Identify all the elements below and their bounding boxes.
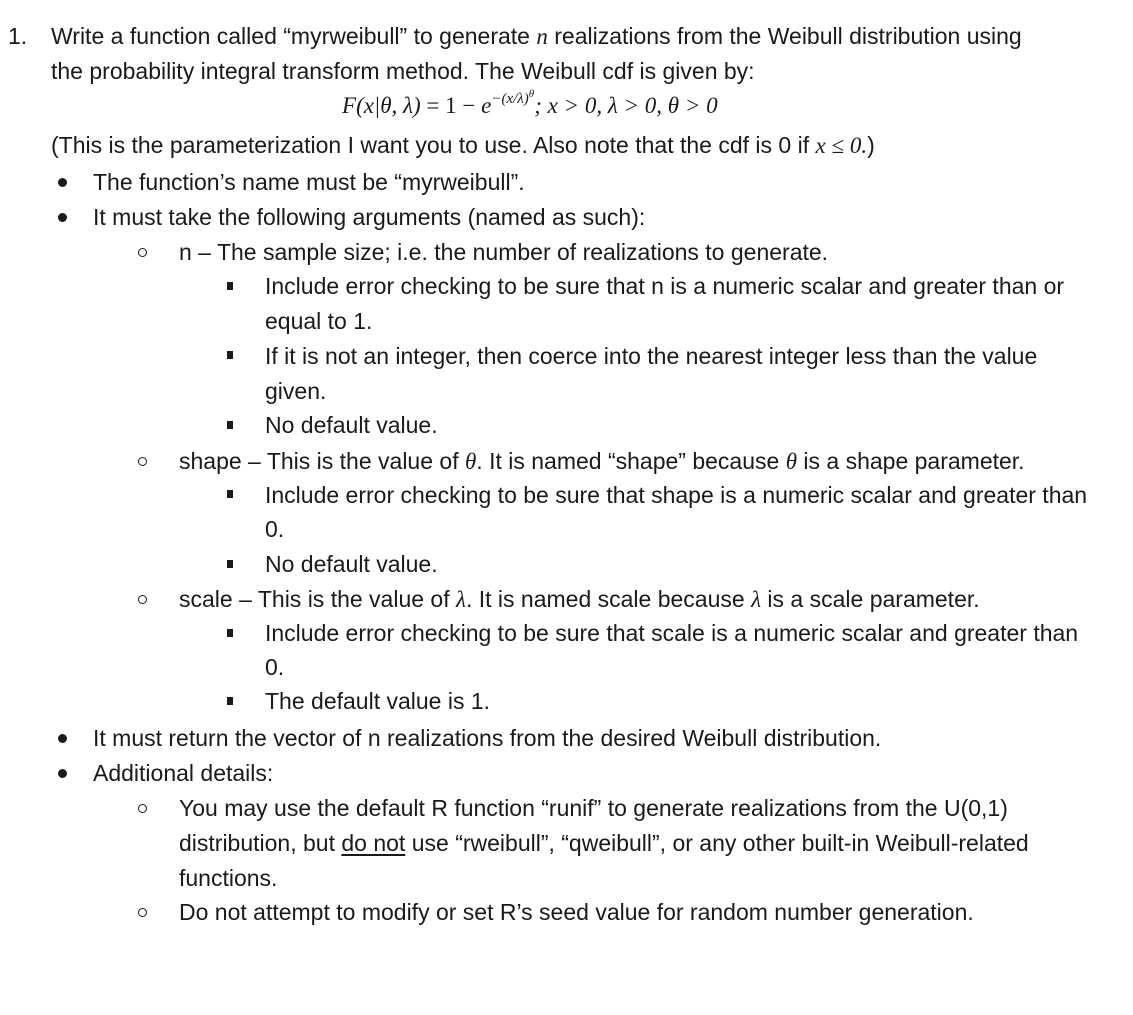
bullet-dot	[58, 178, 67, 187]
weibull-cdf-formula	[342, 88, 718, 118]
arg-n-label: n – The sample size; i.e. the number of realizations to generate.	[179, 239, 829, 265]
bullet-dot	[58, 734, 67, 743]
args-intro: It must take the following arguments (named as such):	[93, 204, 646, 230]
formula-conditions: ; x > 0, λ > 0, θ > 0	[534, 93, 718, 118]
shape-text-a: shape – This is the value of	[179, 448, 465, 474]
runif-do-not: do not	[341, 830, 406, 856]
formula-e: e	[481, 93, 492, 118]
shape-text-c: is a shape parameter.	[797, 448, 1025, 474]
bullet-dot	[58, 213, 67, 222]
arg-scale-check-line-1: Include error checking to be sure that scale is a numeric scalar and greater than	[265, 620, 1079, 646]
shape-text-b: . It is named “shape” because	[476, 448, 786, 474]
bullet-square	[227, 629, 233, 637]
scale-text-a: scale – This is the value of	[179, 586, 456, 612]
formula-exp-base: −(x/λ)	[491, 91, 529, 107]
bullet-circle	[138, 595, 147, 604]
bullet-circle	[138, 248, 147, 257]
bullet-square	[227, 490, 233, 498]
arg-n-check-line-1: Include error checking to be sure that n is a numeric scalar and greater than or	[265, 273, 1065, 299]
bullet-dot	[58, 769, 67, 778]
return-rule: It must return the vector of n realizations from the desired Weibull distribution.	[93, 725, 882, 751]
arg-shape-check-line-2: 0.	[265, 516, 285, 542]
arg-n-default: No default value.	[265, 412, 438, 438]
bullet-square	[227, 697, 233, 705]
note-math: x ≤ 0.	[815, 133, 868, 158]
shape-theta-1: θ	[464, 449, 477, 474]
arg-scale-check-line-2: 0.	[265, 654, 285, 680]
additional-details-heading: Additional details:	[93, 760, 274, 786]
intro-text-a: Write a function called “myrweibull” to generate	[51, 23, 537, 49]
note-text-a: (This is the parameterization I want you to use. Also note that the cdf is 0 if	[51, 132, 816, 158]
item-number: 1.	[8, 23, 28, 49]
name-rule: The function’s name must be “myrweibull”.	[93, 169, 525, 195]
parameterization-note	[51, 134, 875, 157]
intro-text-b: realizations from the Weibull distribution using	[547, 23, 1022, 49]
shape-theta-2: θ	[785, 449, 797, 474]
runif-text-b: use “rweibull”, “qweibull”, or any other built-in Weibull-related	[405, 830, 1029, 856]
formula-F: F	[342, 93, 357, 118]
arg-shape-check-line-1: Include error checking to be sure that shape is a numeric scalar and greater than	[265, 482, 1088, 508]
formula-args: (x|θ, λ)	[356, 93, 421, 118]
runif-line-2	[179, 832, 1029, 855]
runif-text-a: distribution, but	[179, 830, 342, 856]
bullet-circle	[138, 457, 147, 466]
formula-exponent	[491, 88, 535, 107]
intro-var-n: n	[536, 24, 548, 49]
arg-shape-label	[179, 450, 1025, 473]
bullet-square	[227, 282, 233, 290]
bullet-square	[227, 421, 233, 429]
scale-lambda-1: λ	[456, 587, 466, 612]
bullet-circle	[138, 908, 147, 917]
intro-line-2: the probability integral transform method. The Weibull cdf is given by:	[51, 58, 755, 84]
intro-line-1	[51, 25, 1022, 48]
formula-exp-pow: θ	[528, 88, 535, 100]
scale-text-b: . It is named scale because	[465, 586, 752, 612]
arg-n-integer-line-1: If it is not an integer, then coerce into the nearest integer less than the value	[265, 343, 1038, 369]
arg-shape-default: No default value.	[265, 551, 438, 577]
bullet-circle	[138, 804, 147, 813]
scale-text-c: is a scale parameter.	[761, 586, 980, 612]
bullet-square	[227, 351, 233, 359]
arg-n-integer-line-2: given.	[265, 378, 327, 404]
arg-n-check-line-2: equal to 1.	[265, 308, 373, 334]
runif-line-1: You may use the default R function “runif” to generate realizations from the U(0,1)	[179, 795, 1008, 821]
scale-lambda-2: λ	[751, 587, 762, 612]
seed-rule: Do not attempt to modify or set R’s seed value for random number generation.	[179, 899, 974, 925]
runif-line-3: functions.	[179, 865, 278, 891]
formula-eq: = 1 −	[420, 93, 482, 118]
bullet-square	[227, 560, 233, 568]
arg-scale-default: The default value is 1.	[265, 688, 491, 714]
note-text-b: )	[867, 132, 875, 158]
arg-scale-label	[179, 588, 980, 611]
